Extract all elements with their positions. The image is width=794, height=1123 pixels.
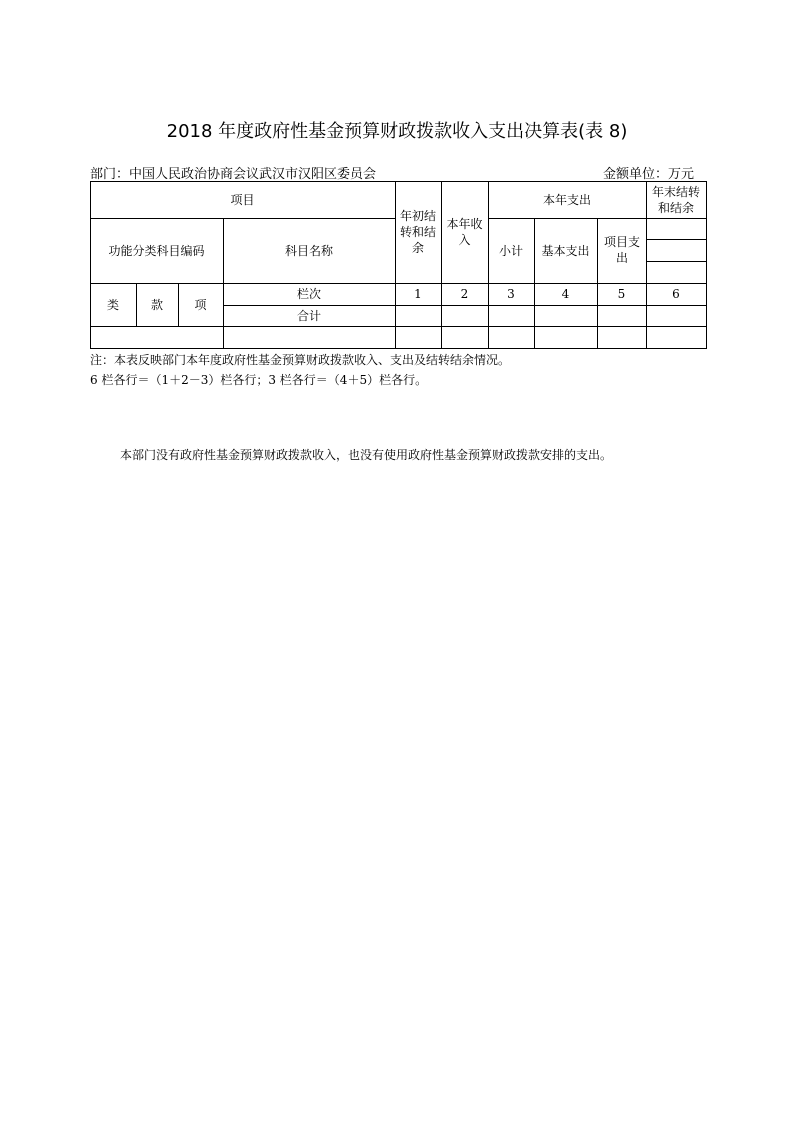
header-subject-name: 科目名称 [284,243,333,258]
column-number: 4 [561,287,570,301]
header-income: 本年收入 [446,217,483,247]
table-note: 6 栏各行＝（1＋2－3）栏各行；3 栏各行＝（4＋5）栏各行。 [90,373,428,387]
table-note: 注：本表反映部门本年度政府性基金预算财政拨款收入、支出及结转结余情况。 [90,353,511,367]
column-number: 1 [414,287,422,301]
header-opening-balance: 年初结转和结余 [399,209,436,255]
column-number: 5 [617,287,626,301]
header-project: 项目 [230,192,255,207]
header-function-code: 功能分类科目编码 [108,243,205,258]
department-label: 部门：中国人民政治协商会议武汉市汉阳区委员会 [90,167,377,182]
col-kuan: 款 [150,297,163,312]
header-basic-expenditure: 基本支出 [541,243,590,258]
header-subtotal: 小计 [498,243,523,258]
header-expenditure: 本年支出 [542,192,591,207]
header-closing-balance: 年末结转和结余 [651,185,700,215]
column-number: 2 [460,287,469,301]
column-number: 6 [672,287,680,301]
page-title: 2018 年度政府性基金预算财政拨款收入支出决算表(表 8) [166,121,628,142]
amount-unit-label: 金额单位：万元 [603,167,695,182]
row-total-label: 合计 [296,308,321,323]
no-data-statement: 本部门没有政府性基金预算财政拨款收入，也没有使用政府性基金预算财政拨款安排的支出。 [120,448,613,462]
col-lei: 类 [106,297,119,312]
header-project-expenditure: 项目支出 [603,235,640,265]
col-xiang: 项 [194,297,207,312]
row-column-numbers-label: 栏次 [296,287,321,301]
column-number: 3 [507,287,515,301]
